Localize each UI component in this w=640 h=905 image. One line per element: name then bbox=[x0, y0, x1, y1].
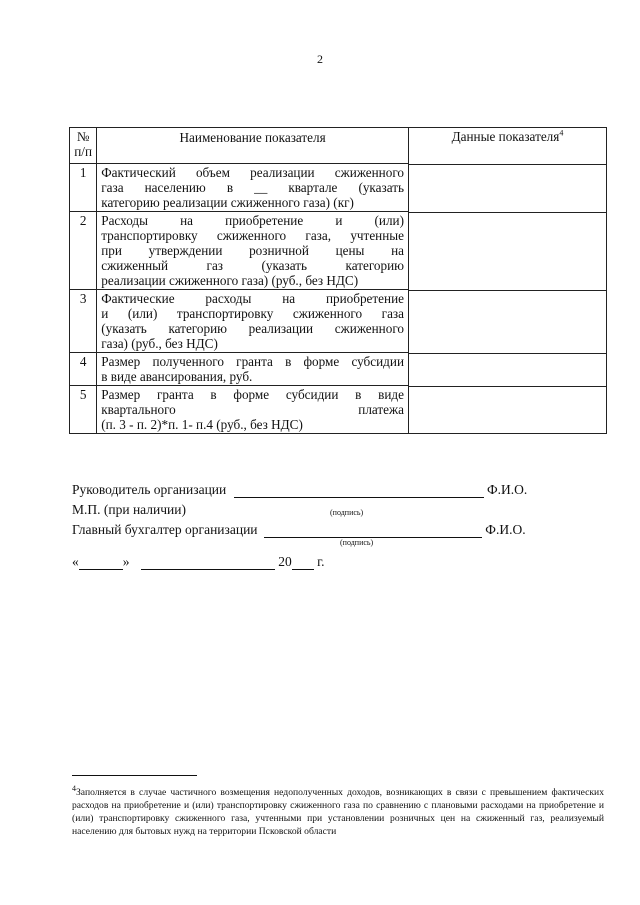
accountant-signature-hint: (подпись) bbox=[340, 538, 374, 547]
row-indicator-line: и (или) транспортировку сжиженного газа bbox=[101, 306, 404, 321]
data-column-row-divider bbox=[408, 164, 606, 165]
table-row bbox=[70, 290, 409, 353]
row-indicator-line: газа населению в __ квартале (указать bbox=[101, 180, 404, 195]
row-indicator-line: при утверждении розничной цены на bbox=[101, 243, 404, 258]
date-day-field[interactable] bbox=[79, 569, 123, 570]
table-row bbox=[70, 212, 409, 290]
header-data-label: Данные показателя bbox=[451, 129, 560, 144]
head-label: Руководитель организации bbox=[72, 482, 227, 497]
table-body bbox=[70, 164, 409, 434]
row-indicator-line: квартального платежа bbox=[101, 402, 404, 417]
row-number: 4 bbox=[70, 353, 97, 386]
accountant-hint-line bbox=[72, 538, 552, 554]
row-indicator-line: (указать категорию реализации сжиженного bbox=[101, 321, 404, 336]
table-row bbox=[70, 164, 409, 212]
date-close-quote: » bbox=[122, 554, 130, 569]
accountant-fio: Ф.И.О. bbox=[485, 522, 526, 537]
row-indicator-name bbox=[97, 164, 409, 212]
footnote bbox=[72, 783, 604, 838]
page-number: 2 bbox=[317, 52, 323, 66]
head-signature-field[interactable] bbox=[234, 497, 484, 498]
data-column-row-divider bbox=[408, 212, 606, 213]
data-column-row-divider bbox=[408, 290, 606, 291]
header-num bbox=[70, 128, 97, 164]
footnote-mark: 4 bbox=[72, 783, 76, 793]
row-indicator-line: транспортировку сжиженного газа, учтенные bbox=[101, 228, 404, 243]
footnote-rule bbox=[72, 775, 197, 776]
row-number: 2 bbox=[70, 212, 97, 290]
row-indicator-line: газа) (руб., без НДС) bbox=[101, 336, 218, 351]
row-indicator-name bbox=[97, 212, 409, 290]
row-indicator-line: (п. 3 - п. 2)*п. 1- п.4 (руб., без НДС) bbox=[101, 417, 303, 432]
date-line bbox=[72, 554, 552, 574]
data-column-row-divider bbox=[408, 353, 606, 354]
header-num-sublabel: п/п bbox=[74, 144, 92, 159]
row-indicator-line: Расходы на приобретение и (или) bbox=[101, 213, 404, 228]
head-signature-hint: (подпись) bbox=[330, 508, 364, 517]
header-data bbox=[408, 129, 607, 145]
seal-line bbox=[72, 502, 552, 522]
date-year-field[interactable] bbox=[292, 569, 314, 570]
row-number: 3 bbox=[70, 290, 97, 353]
row-number: 1 bbox=[70, 164, 97, 212]
head-fio: Ф.И.О. bbox=[487, 482, 528, 497]
row-indicator-line: Фактические расходы на приобретение bbox=[101, 291, 404, 306]
header-num-label: № bbox=[76, 129, 90, 144]
row-number: 5 bbox=[70, 386, 97, 434]
signatures-block bbox=[72, 482, 552, 574]
date-open-quote: « bbox=[72, 554, 79, 569]
table-header-row bbox=[70, 128, 409, 164]
date-month-field[interactable] bbox=[141, 569, 275, 570]
row-indicator-line: категорию реализации сжиженного газа) (кг) bbox=[101, 195, 354, 210]
row-indicator-line: реализации сжиженного газа) (руб., без НДС) bbox=[101, 273, 359, 288]
data-column-frame bbox=[408, 127, 607, 434]
table-row bbox=[70, 386, 409, 434]
row-indicator-name bbox=[97, 386, 409, 434]
table-row bbox=[70, 353, 409, 386]
accountant-label: Главный бухгалтер организации bbox=[72, 522, 258, 537]
data-column-row-divider bbox=[408, 386, 606, 387]
date-year-prefix: 20 bbox=[278, 554, 292, 569]
date-year-suffix: г. bbox=[317, 554, 325, 569]
footnote-text: Заполняется в случае частичного возмещения недополученных доходов, возникающих в связи с превышением фактических расходов на приобретение и (или) транспортировку сжиженного газа по сравнению с плановыми расходами на приобретение и (или) транспортировку сжиженного газа, учтенными при установлении розничных цен на сжиженный газ, реализуемый населению для бытовых нужд на территории Псковской области bbox=[72, 787, 604, 837]
row-indicator-name bbox=[97, 290, 409, 353]
row-indicator-line: Размер полученного гранта в форме субсидии bbox=[101, 354, 404, 369]
row-indicator-line: Размер гранта в форме субсидии в виде bbox=[101, 387, 404, 402]
accountant-signature-line bbox=[72, 522, 552, 542]
indicators-table bbox=[69, 127, 409, 434]
seal-label: М.П. (при наличии) bbox=[72, 502, 186, 517]
head-signature-line bbox=[72, 482, 552, 502]
row-indicator-name bbox=[97, 353, 409, 386]
row-indicator-line: сжиженный газ (указать категорию bbox=[101, 258, 404, 273]
header-name: Наименование показателя bbox=[97, 128, 409, 164]
header-data-footnote-mark: 4 bbox=[559, 128, 564, 138]
row-indicator-line: в виде авансирования, руб. bbox=[101, 369, 253, 384]
row-indicator-line: Фактический объем реализации сжиженного bbox=[101, 165, 404, 180]
